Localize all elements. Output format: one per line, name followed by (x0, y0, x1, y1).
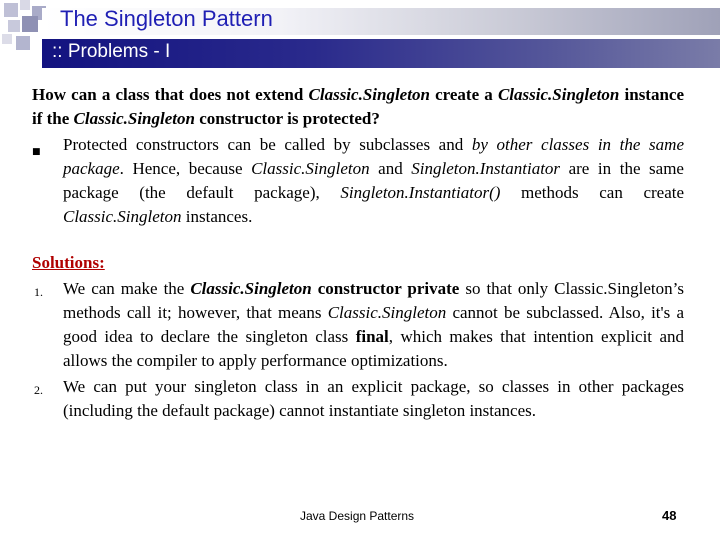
answer-bullet (32, 133, 684, 229)
decorative-square (20, 0, 30, 10)
footer-text: Java Design Patterns (300, 509, 415, 523)
decorative-square (2, 34, 12, 44)
decorative-square (4, 3, 18, 17)
answer-text: Protected constructors can be called by subclasses and by other classes in the same package. Hence, because Classic.Singleton and Singleton.Instantiator are in the same package (the default package), Singleton.Instantiator() methods can create Classic.Singleton instances. (63, 135, 685, 226)
solution-number: 1. (34, 285, 43, 299)
decorative-square (16, 36, 30, 50)
question-paragraph: How can a class that does not extend Classic.Singleton create a Classic.Singleton instance if the Classic.Singleton constructor is protected? (32, 85, 685, 128)
solutions-heading: Solutions: (32, 253, 105, 272)
page-subtitle: :: Problems - I (52, 41, 171, 62)
solution-number: 2. (34, 383, 43, 397)
solution-item (32, 277, 684, 373)
square-bullet-icon: ■ (32, 147, 41, 157)
page-title: The Singleton Pattern (60, 6, 273, 31)
slide-content (32, 83, 684, 423)
solution-text: We can make the Classic.Singleton constructor private so that only Classic.Singleton’s methods call it; however, that means Classic.Singleton cannot be subclassed. Also, it's a good idea to declare the singleton class final, which makes that intention explicit and allows the compiler to apply performance optimizations. (63, 279, 685, 370)
solution-item (32, 375, 684, 423)
page-number: 48 (662, 508, 677, 523)
solution-text: We can put your singleton class in an explicit package, so classes in other packages (including the default package) cannot instantiate singleton instances. (63, 377, 684, 420)
decorative-square (22, 16, 38, 32)
decorative-square (8, 20, 20, 32)
